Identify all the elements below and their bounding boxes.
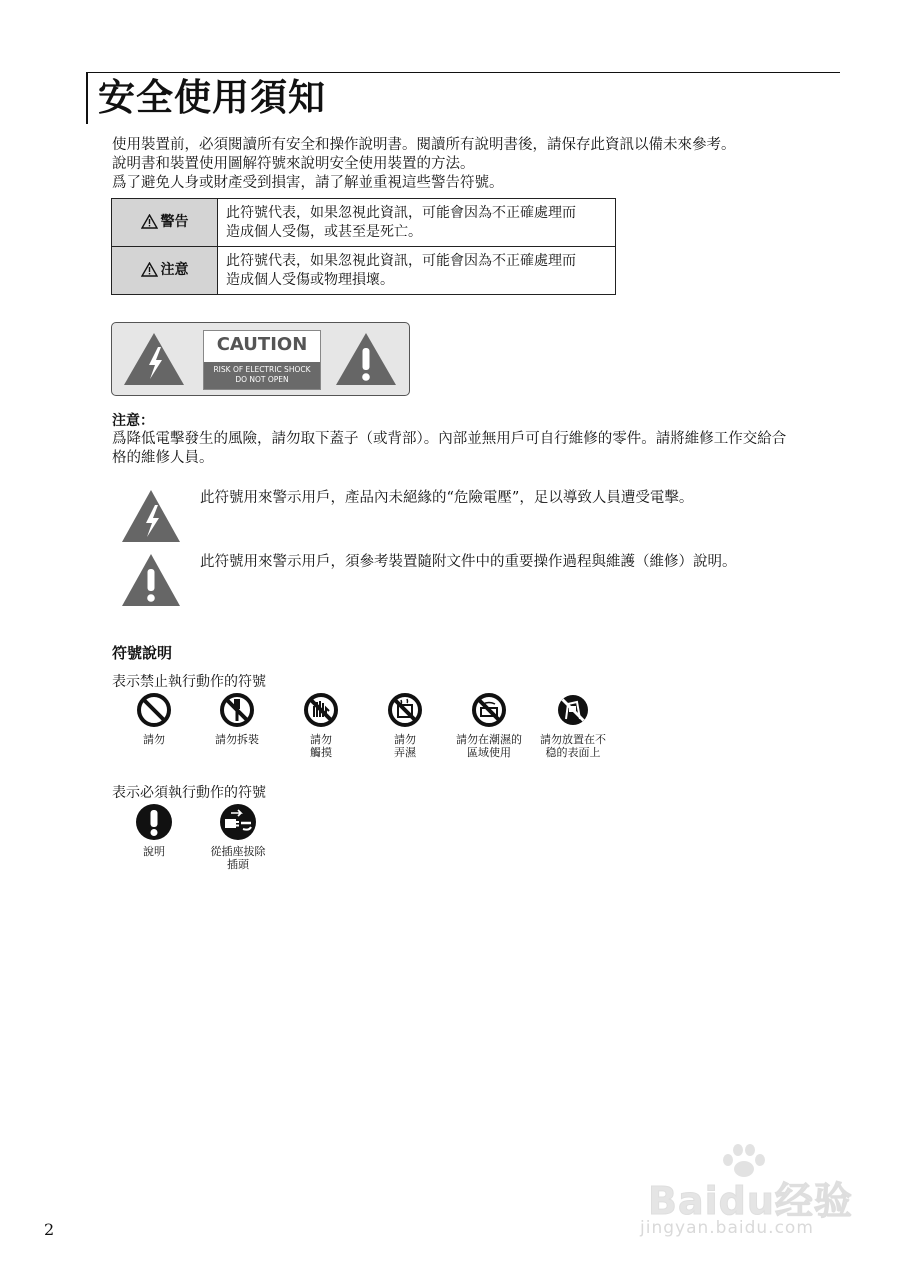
watermark-url: jingyan.baidu.com [640,1218,814,1238]
electric-shock-triangle-icon [122,331,186,387]
caption-line: 請勿放置在不 [540,733,606,746]
icon-caption [279,733,363,759]
intro-paragraph [112,136,736,193]
caution-line: RISK OF ELECTRIC SHOCK [213,365,311,374]
prohibit-icon [136,692,172,728]
no-wet-icon [387,692,423,728]
caption-line: 請勿在潮濕的 [456,733,522,746]
warning-triangle-icon [141,262,158,277]
intro-line: 說明書和裝置使用圖解符號來說明安全使用裝置的方法。 [112,156,475,172]
warning-text-line: 造成個人受傷，或甚至是死亡。 [226,223,422,240]
icon-caption [112,845,196,858]
warning-table [111,198,616,295]
caption-line: 區域使用 [467,746,511,759]
unplug-icon [219,803,257,841]
page-title: 安全使用須知 [98,76,326,119]
no-touch-icon [303,692,339,728]
icon-caption [447,733,531,759]
caution-label: 注意 [160,262,189,278]
title-rule-vertical [86,72,88,124]
caution-line: DO NOT OPEN [235,375,289,384]
exclamation-triangle-icon [334,331,398,387]
caution-band [204,362,320,389]
caution-text-cell [218,247,616,295]
caption-line: 請勿 [310,733,332,746]
caption-line: 請勿拆裝 [215,733,259,746]
legend-heading: 符號說明 [112,644,173,662]
caption-line: 請勿 [143,733,165,746]
caption-line: 插頭 [227,858,249,871]
warning-label: 警告 [160,214,189,230]
page-number: 2 [44,1220,55,1239]
caution-text-line: 此符號代表，如果忽視此資訊，可能會因為不正確處理而 [226,252,576,269]
caption-line: 說明 [143,845,165,858]
note-line: 格的維修人員。 [112,450,214,466]
icon-caption [531,733,615,759]
warning-label-cell [112,199,218,247]
shock-symbol-text: 此符號用來警示用戶，產品內未絕緣的“危險電壓”，足以導致人員遭受電擊。 [200,490,694,506]
title-bar [86,72,840,124]
table-row [112,199,616,247]
intro-line: 使用裝置前，必須閱讀所有安全和操作說明書。閱讀所有說明書後，請保存此資訊以備未來參考。 [112,137,736,153]
icon-caption [363,733,447,759]
caution-plate [203,330,321,390]
instruction-icon [135,803,173,841]
mandatory-heading: 表示必須執行動作的符號 [112,785,266,801]
electric-shock-triangle-icon [120,488,182,544]
caution-label-cell [112,247,218,295]
table-row [112,247,616,295]
caution-word: CAUTION [216,334,308,355]
exclamation-symbol-text: 此符號用來警示用戶，須參考裝置隨附文件中的重要操作過程與維護（維修）說明。 [200,554,737,570]
title-rule-horizontal [86,72,840,73]
warning-text-line: 此符號代表，如果忽視此資訊，可能會因為不正確處理而 [226,204,576,221]
caption-line: 弄濕 [394,746,416,759]
caption-line: 請勿 [394,733,416,746]
no-humid-icon [471,692,507,728]
caution-label-graphic [111,322,410,396]
caption-line: 從插座拔除 [210,845,266,858]
icon-caption [196,845,280,871]
watermark-logo: Baidu经验 [648,1179,853,1223]
icon-caption [195,733,279,746]
caption-line: 稳的表面上 [545,746,601,759]
icon-caption [112,733,196,746]
warning-text-cell [218,199,616,247]
no-unstable-icon [555,692,591,728]
note-body [112,430,832,468]
prohibit-heading: 表示禁止執行動作的符號 [112,674,266,690]
warning-triangle-icon [141,214,158,229]
intro-line: 爲了避免人身或財產受到損害，請了解並重視這些警告符號。 [112,175,504,191]
no-disassemble-icon [219,692,255,728]
caption-line: 觸摸 [310,746,332,759]
note-heading: 注意： [112,413,154,429]
exclamation-triangle-icon [120,552,182,608]
caution-text-line: 造成個人受傷或物理損壞。 [226,271,394,288]
note-line: 爲降低電擊發生的風險，請勿取下蓋子（或背部）。內部並無用戶可自行維修的零件。請將維修工作交給合 [112,431,787,447]
